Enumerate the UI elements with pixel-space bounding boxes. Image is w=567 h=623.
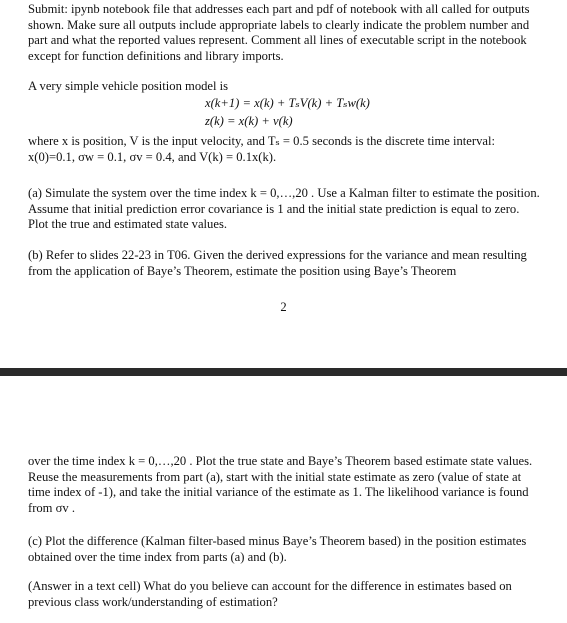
- page-divider: [0, 368, 567, 376]
- part-b-start-text: (b) Refer to slides 22-23 in T06. Given the derived expressions for the variance and mean resulting from the application of Baye’s Theorem, estimate the position using Baye’s Theorem: [28, 248, 527, 278]
- submit-instructions: [28, 2, 540, 64]
- part-b-cont-text: over the time index k = 0,…,20 . Plot the true state and Baye’s Theorem based estimate state values. Reuse the measurements from part (a), start with the initial state estimate as zero (value of state at time index of -1), and take the initial variance of the estimate as 1. The likelihood variance is found from σv .: [28, 454, 533, 515]
- variable-definitions: [28, 134, 540, 165]
- where-line: where x is position, V is the input velocity, and Tₛ = 0.5 seconds is the discrete time interval:: [28, 134, 495, 148]
- document-page-2: [0, 376, 567, 623]
- part-b-continued: [28, 454, 540, 516]
- page-number: 2: [280, 300, 287, 314]
- part-a-text: (a) Simulate the system over the time index k = 0,…,20 . Use a Kalman filter to estimate the position. Assume that initial prediction error covariance is 1 and the initial state prediction is equal to zero. Plot the true and estimated state values.: [28, 186, 540, 232]
- state-equation: x(k+1) = x(k) + TₛV(k) + Tₛw(k): [205, 96, 370, 110]
- answer-prompt-text: (Answer in a text cell) What do you believe can account for the difference in estimates based on previous class work/understanding of estimation?: [28, 579, 512, 609]
- submit-paragraph: Submit: ipynb notebook file that addresses each part and pdf of notebook with all called for outputs shown. Make sure all outputs include appropriate labels to clearly indicate the problem number and part and what the reported values represent. Comment all lines of executable script in the notebook except for function definitions and library imports.: [28, 2, 530, 63]
- answer-prompt: [28, 579, 540, 610]
- initial-conditions: x(0)=0.1, σw = 0.1, σv = 0.4, and V(k) = 0.1x(k).: [28, 149, 277, 164]
- part-c: [28, 534, 540, 565]
- part-a: [28, 186, 540, 233]
- part-b-start: [28, 248, 540, 279]
- part-c-text: (c) Plot the difference (Kalman filter-based minus Baye’s Theorem based) in the position estimates obtained over the time index from parts (a) and (b).: [28, 534, 527, 564]
- model-intro: [28, 79, 540, 95]
- model-intro-text: A very simple vehicle position model is: [28, 79, 229, 93]
- measurement-equation: z(k) = x(k) + v(k): [205, 114, 293, 128]
